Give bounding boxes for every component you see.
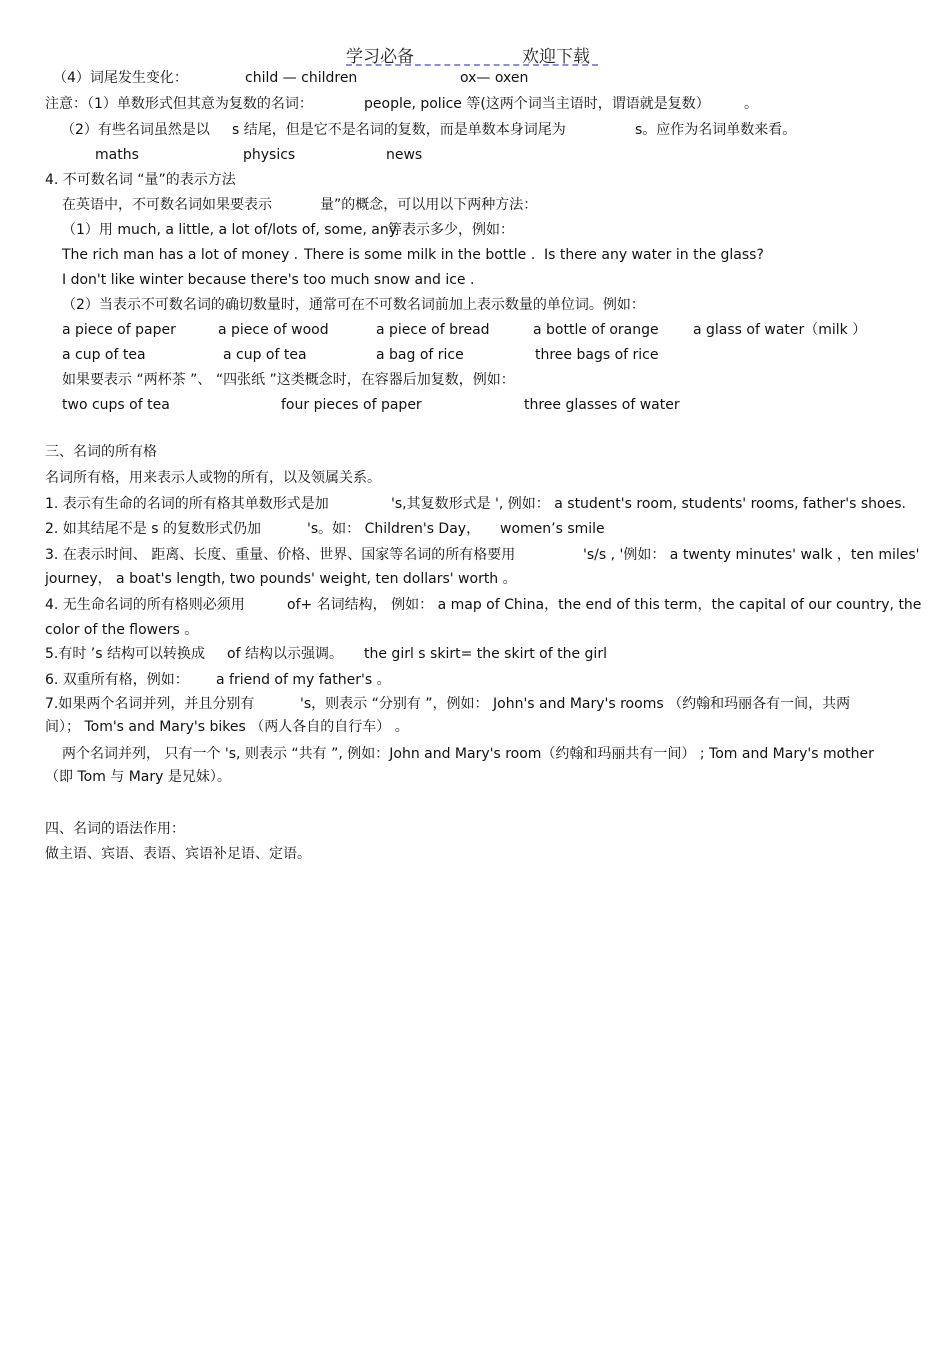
text-segment: a friend of my father's 。 [216,672,391,688]
text-segment: 2. 如其结尾不是 s 的复数形式仍加 [45,521,262,537]
text-segment: 5.有时 ’s 结构可以转换成 [45,646,206,662]
text-segment: 7.如果两个名词并列，并且分别有 [45,696,255,712]
text-segment: three bags of rice [535,347,659,363]
text-segment: 三、名词的所有格 [45,444,157,460]
text-segment: a bottle of orange [533,322,659,338]
text-segment: 6. 双重所有格，例如： [45,672,189,688]
text-segment: a bag of rice [376,347,464,363]
text-segment: 注意：（1）单数形式但其意为复数的名词： [45,96,313,112]
text-segment: four pieces of paper [281,397,422,413]
text-segment: 间）； Tom's and Mary's bikes （两人各自的自行车） 。 [45,719,409,735]
text-segment: a piece of bread [376,322,490,338]
text-segment: 等表示多少，例如： [388,222,514,238]
text-segment: women’s smile [500,521,605,537]
text-segment: people, police 等(这两个词当主语时，谓语就是复数） [364,96,710,112]
text-segment: 4. 不可数名词 “量”的表示方法 [45,172,236,188]
text-segment: The rich man has a lot of money . [62,247,299,263]
page-header [346,42,598,66]
text-segment: physics [243,147,296,163]
header-left-text: 学习必备 [346,47,414,67]
text-segment: 四、名词的语法作用： [45,821,185,837]
text-segment: 's。如： Children's Day， [307,521,481,537]
text-segment: 's/s , '例如： a twenty minutes' walk ，ten miles' [583,547,920,563]
text-segment: a piece of wood [218,322,329,338]
text-segment: two cups of tea [62,397,170,413]
text-segment: a cup of tea [62,347,146,363]
text-segment: 在英语中，不可数名词如果要表示 [62,197,272,213]
text-segment: s 结尾，但是它不是名词的复数，而是单数本身词尾为 [232,122,566,138]
text-segment: 4. 无生命名词的所有格则必须用 [45,597,245,613]
text-segment: There is some milk in the bottle . [304,247,536,263]
text-segment: the girl s skirt= the skirt of the girl [364,646,607,662]
text-segment: （即 Tom 与 Mary 是兄妹）。 [45,769,231,785]
text-segment: maths [95,147,139,163]
header-right-text: 欢迎下载 [522,47,590,67]
text-segment: 量”的概念，可以用以下两种方法： [320,197,538,213]
text-segment: 做主语、宾语、表语、宾语补足语、定语。 [45,846,311,862]
text-segment: s。应作为名词单数来看。 [635,122,797,138]
text-segment: news [386,147,423,163]
text-segment: 's，则表示 “分别有 ”，例如： John's and Mary's rooms （约翰和玛丽各有一间，共两 [300,696,851,712]
text-segment: （4）词尾发生变化： [53,70,188,86]
text-segment: 名词所有格，用来表示人或物的所有，以及领属关系。 [45,470,381,486]
text-segment: child — children [245,70,358,86]
text-segment: （2）有些名词虽然是以 [61,122,210,138]
text-segment: 两个名词并列， 只有一个 's, 则表示 “共有 ”, 例如：John and Mary's room（约翰和玛丽共有一间） ; Tom and Mary's mother [62,746,874,762]
text-segment: 3. 在表示时间、 距离、长度、重量、价格、世界、国家等名词的所有格要用 [45,547,516,563]
text-segment: of+ 名词结构， 例如： a map of China，the end of this term，the capital of our country, the [287,597,922,613]
text-segment: 1. 表示有生命的名词的所有格其单数形式是加 [45,496,329,512]
text-segment: a piece of paper [62,322,176,338]
text-segment: a glass of water（milk ） [693,322,867,338]
text-segment: （2）当表示不可数名词的确切数量时，通常可在不可数名词前加上表示数量的单位词。例如： [62,297,645,313]
text-segment: Is there any water in the glass? [544,247,764,263]
text-segment: of 结构以示强调。 [227,646,343,662]
text-segment: a cup of tea [223,347,307,363]
text-segment: three glasses of water [524,397,680,413]
text-segment: （1）用 much, a little, a lot of/lots of, some, any [62,222,397,238]
text-segment: I don't like winter because there's too much snow and ice . [62,272,475,288]
text-segment: ox— oxen [460,70,529,86]
text-segment: 如果要表示 “两杯茶 ”、 “四张纸 ”这类概念时，在容器后加复数，例如： [62,372,515,388]
text-segment: 's,其复数形式是 ', 例如： a student's room, students' rooms, father's shoes. [391,496,906,512]
text-segment: 。 [744,96,758,112]
text-segment: color of the flowers 。 [45,622,199,638]
text-segment: journey， a boat's length, two pounds' weight, ten dollars' worth 。 [45,571,517,587]
